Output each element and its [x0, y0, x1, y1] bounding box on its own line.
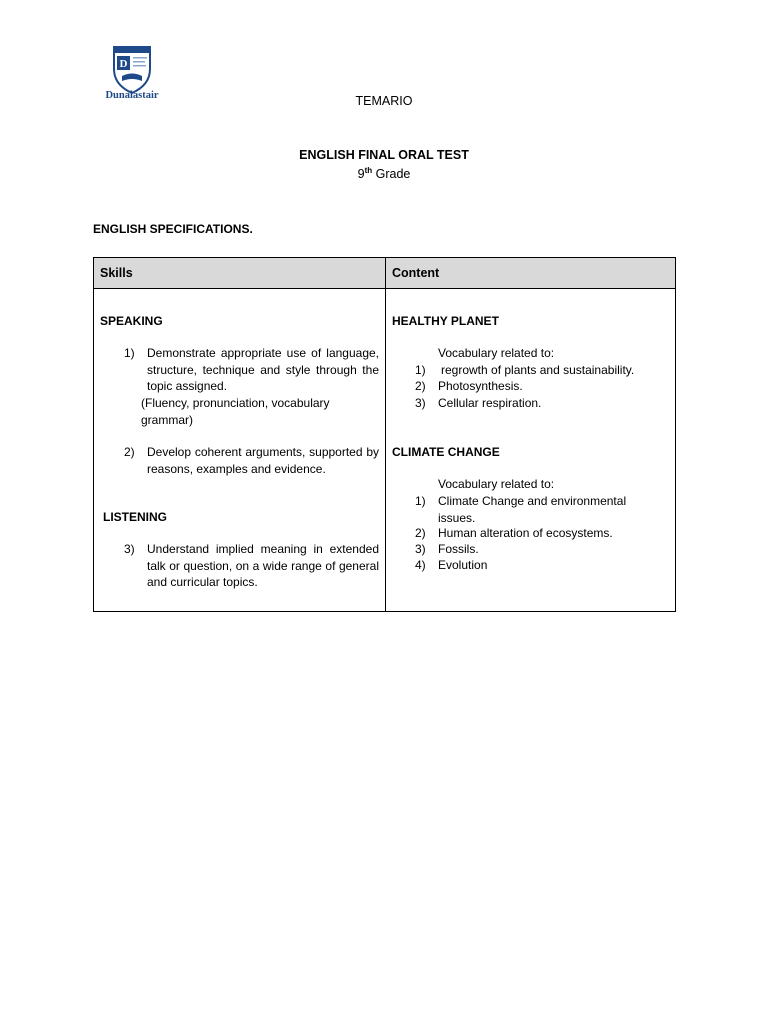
- content-item-number: 2): [415, 526, 426, 540]
- grade-word: Grade: [375, 167, 411, 182]
- healthy-planet-heading: HEALTHY PLANET: [392, 314, 499, 328]
- skill-item-3-number: 3): [124, 542, 135, 556]
- grade-number: 9: [357, 167, 365, 182]
- specifications-table: [93, 257, 676, 612]
- document-heading: TEMARIO: [355, 94, 413, 108]
- grade-suffix: th: [364, 166, 373, 175]
- content-item-text: Climate Change and environmental issues.: [438, 494, 627, 525]
- column-divider: [385, 258, 386, 611]
- grade-line: [0, 166, 768, 181]
- content-item-number: 4): [415, 558, 426, 572]
- content-item-text: Cellular respiration.: [438, 396, 542, 410]
- column-header-skills: Skills: [100, 266, 133, 280]
- skill-item-2-text: Develop coherent arguments, supported by reasons, examples and evidence.: [147, 445, 379, 476]
- skill-item-1-text: Demonstrate appropriate use of language, structure, technique and style through the topic assigned.: [147, 346, 379, 393]
- content-list-item: [415, 493, 675, 527]
- speaking-heading: SPEAKING: [100, 314, 163, 328]
- content-item-number: 3): [415, 396, 426, 410]
- skill-item-1-note: (Fluency, pronunciation, vocabulary grammar): [141, 396, 330, 427]
- climate-change-intro: Vocabulary related to:: [438, 477, 555, 491]
- test-title: ENGLISH FINAL ORAL TEST: [299, 148, 469, 162]
- skill-item-2-number: 2): [124, 445, 135, 459]
- content-item-text: regrowth of plants and sustainability.: [441, 363, 635, 377]
- column-header-content: Content: [392, 266, 440, 280]
- content-item-number: 2): [415, 379, 426, 393]
- specifications-label: ENGLISH SPECIFICATIONS.: [93, 222, 253, 236]
- content-item-text: Fossils.: [438, 542, 479, 556]
- skill-item-1-number: 1): [124, 346, 135, 360]
- content-item-number: 1): [415, 494, 426, 508]
- healthy-planet-intro: Vocabulary related to:: [438, 346, 555, 360]
- school-name-logo-text: Dunalastair: [105, 90, 159, 101]
- skill-item-3: [124, 541, 380, 593]
- listening-heading: LISTENING: [103, 510, 168, 524]
- svg-text:D: D: [119, 58, 128, 70]
- climate-change-heading: CLIMATE CHANGE: [392, 445, 500, 459]
- content-item-text: Human alteration of ecosystems.: [438, 526, 613, 540]
- skill-item-2: [124, 444, 380, 496]
- content-item-number: 3): [415, 542, 426, 556]
- content-item-text: Photosynthesis.: [438, 379, 523, 393]
- skill-item-3-text: Understand implied meaning in extended talk or question, on a wide range of general and curricular topics.: [147, 542, 379, 589]
- content-item-number: 1): [415, 363, 426, 377]
- content-item-text: Evolution: [438, 558, 488, 572]
